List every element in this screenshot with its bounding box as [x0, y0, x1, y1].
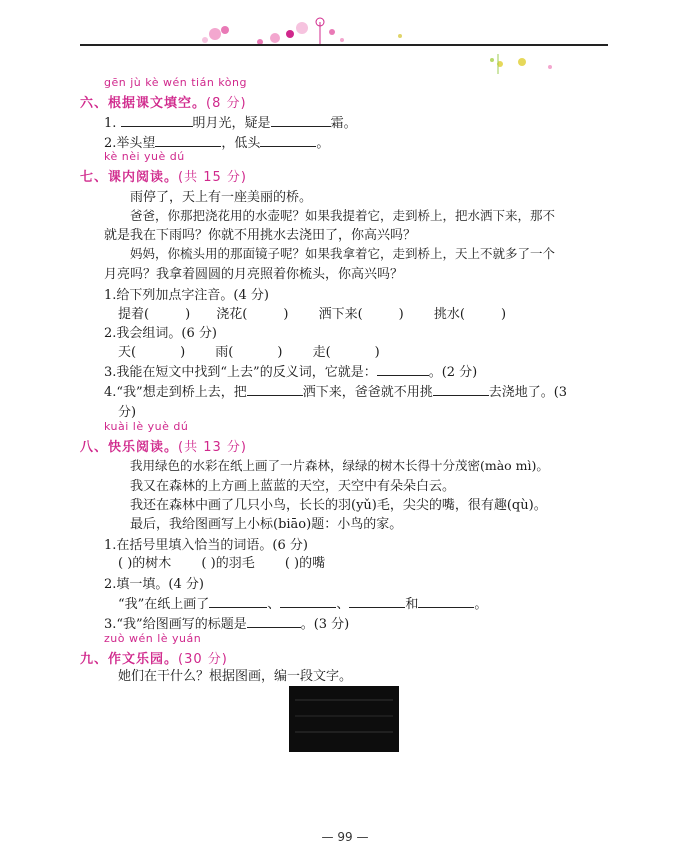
- section8-q2-line: “我”在纸上画了 、 、 和 。: [118, 597, 488, 612]
- section7-q4: 4.“我”想走到桥上去，把 洒下来，爸爸就不用挑 去浇地了。(3: [104, 385, 568, 400]
- passage7-p3b: 月亮吗？我拿着圆圆的月亮照着你梳头，你高兴吗？: [104, 267, 404, 282]
- answer-blank[interactable]: [247, 383, 303, 396]
- section6-title: 六、根据课文填空。: [80, 96, 207, 111]
- passage8-p3: 我还在森林中画了几只小鸟，长长的羽(yǔ)毛，尖尖的嘴，很有趣(qù)。: [130, 498, 547, 513]
- section9-title: 九、作文乐园。: [80, 652, 179, 667]
- section8-score: (共 13 分): [178, 440, 247, 455]
- answer-blank[interactable]: [247, 615, 301, 628]
- passage7-p2a: 爸爸，你那把浇花用的水壶呢？如果我提着它，走到桥上，把水洒下来，那不: [130, 208, 556, 223]
- answer-blank[interactable]: [209, 595, 267, 608]
- q2-item: 走( ): [312, 345, 380, 360]
- passage8-p2: 我又在森林的上方画上蓝蓝的天空，天空中有朵朵白云。: [130, 479, 456, 494]
- answer-blank[interactable]: [271, 114, 331, 127]
- dark-image-icon: [289, 686, 399, 752]
- q2-item: 雨( ): [215, 345, 283, 360]
- passage8-p1: 我用绿色的水彩在纸上画了一片森林，绿绿的树木长得十分茂密(mào mì)。: [130, 458, 549, 473]
- passage7-p2b: 就是我在下雨吗？你就不用挑水去浇田了，你高兴吗？: [104, 228, 417, 243]
- answer-blank[interactable]: [433, 383, 489, 396]
- answer-blank[interactable]: [418, 595, 474, 608]
- section8-q3: 3.“我”给图画写的标题是 。(3 分): [104, 617, 350, 632]
- section7-q4-cont: 分): [118, 405, 137, 420]
- section8-title: 八、快乐阅读。: [80, 440, 179, 455]
- page-number: — 99 —: [321, 830, 369, 844]
- section7-q2: 2.我会组词。(6 分): [104, 326, 217, 341]
- section7-q1-items: [118, 303, 506, 322]
- section8-q1: 1.在括号里填入恰当的词语。(6 分): [104, 538, 308, 553]
- q1-item[interactable]: ( )的嘴: [284, 556, 326, 571]
- writing-prompt-picture: [289, 686, 399, 752]
- section7-pinyin: kè nèi yuè dú: [104, 150, 185, 163]
- section8-pinyin: kuài lè yuè dú: [104, 420, 189, 433]
- flower-decoration-icon: [80, 12, 610, 74]
- section8-heading: [80, 436, 247, 455]
- section7-title: 七、课内阅读。: [80, 170, 179, 185]
- q2-item: 天( ): [118, 345, 186, 360]
- section9-score: (30 分): [178, 652, 228, 667]
- section9-prompt: 她们在干什么？根据图画，编一段文字。: [118, 669, 353, 684]
- q1-item[interactable]: ( )的树木: [118, 556, 172, 571]
- q1-item: 挑水( ): [433, 307, 507, 322]
- answer-blank[interactable]: [349, 595, 405, 608]
- q1-item: 浇花( ): [216, 307, 289, 322]
- section7-score: (共 15 分): [178, 170, 247, 185]
- section6-question2: 2.举头望 ，低头 。: [104, 136, 330, 151]
- passage8-p4: 最后，我给图画写上小标(biāo)题：小鸟的家。: [130, 517, 403, 532]
- answer-blank[interactable]: [155, 134, 221, 147]
- section7-heading: [80, 166, 247, 185]
- section7-q1: 1.给下列加点字注音。(4 分): [104, 288, 269, 303]
- answer-blank[interactable]: [280, 595, 336, 608]
- q1-item[interactable]: ( )的羽毛: [201, 556, 255, 571]
- q1-item: 洒下来( ): [318, 307, 404, 322]
- section7-q3: 3.我能在短文中找到“上去”的反义词，它就是： 。(2 分): [104, 365, 478, 380]
- section8-q1-items: [118, 552, 325, 571]
- section7-q2-items: [118, 341, 380, 360]
- section6-question1: 1. 明月光，疑是 霜。: [104, 116, 357, 131]
- passage7-p3a: 妈妈，你梳头用的那面镜子呢？如果我拿着它，走到桥上，天上不就多了一个: [130, 246, 556, 261]
- section6-pinyin: gēn jù kè wén tián kòng: [104, 76, 247, 89]
- header-rule: [80, 44, 608, 46]
- answer-blank[interactable]: [260, 134, 316, 147]
- q1-item: 提着( ): [118, 307, 191, 322]
- answer-blank[interactable]: [121, 114, 193, 127]
- answer-blank[interactable]: [377, 363, 429, 376]
- section6-score: (8 分): [206, 96, 247, 111]
- passage7-p1: 雨停了，天上有一座美丽的桥。: [130, 190, 313, 205]
- section6-heading: [80, 92, 247, 111]
- section9-pinyin: zuò wén lè yuán: [104, 632, 202, 645]
- header-banner: [80, 12, 610, 74]
- section8-q2: 2.填一填。(4 分): [104, 577, 204, 592]
